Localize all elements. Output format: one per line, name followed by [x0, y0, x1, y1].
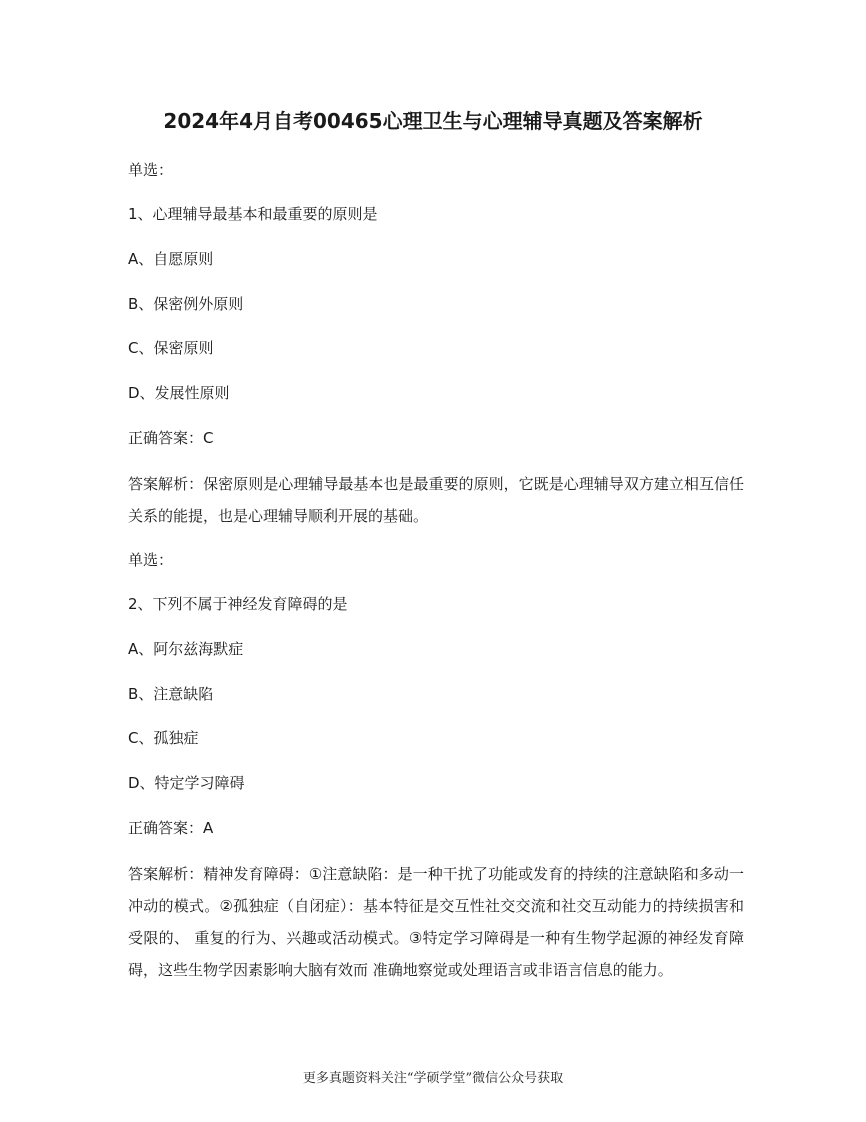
q2-option-c: C、孤独症: [128, 729, 199, 747]
q2-type-label: 单选：: [128, 551, 174, 569]
q2-option-b: B、注意缺陷: [128, 685, 214, 703]
document-title: 2024年4月自考00465心理卫生与心理辅导真题及答案解析: [163, 109, 703, 133]
q2-analysis: 答案解析：精神发育障碍：①注意缺陷：是一种干扰了功能或发育的持续的注意缺陷和多动一冲动的模式。②孤独症（自闭症）：基本特征是交互性社交交流和社交互动能力的持续损害和受限的、 重复的行为、兴趣或活动模式。③特定学习障碍是一种有生物学起源的神经发育障碍，这些生物学因素影响大脑有效而 准确地察觉或处理语言或非语言信息的能力。: [128, 865, 744, 979]
q1-stem: 1、心理辅导最基本和最重要的原则是: [128, 205, 378, 223]
q1-analysis: 答案解析：保密原则是心理辅导最基本也是最重要的原则，它既是心理辅导双方建立相互信任关系的能提，也是心理辅导顺利开展的基础。: [128, 475, 744, 525]
q1-type-label: 单选：: [128, 161, 174, 179]
q2-option-a: A、阿尔兹海默症: [128, 640, 244, 658]
q2-stem: 2、下列不属于神经发育障碍的是: [128, 595, 348, 613]
page-footer: 更多真题资料关注“学硕学堂”微信公众号获取: [302, 1071, 564, 1086]
q2-answer: 正确答案：A: [128, 819, 214, 837]
q1-answer: 正确答案：C: [128, 429, 214, 447]
q2-option-d: D、特定学习障碍: [128, 774, 245, 792]
q1-option-d: D、发展性原则: [128, 384, 230, 402]
q1-option-c: C、保密原则: [128, 339, 214, 357]
q1-option-a: A、自愿原则: [128, 250, 214, 268]
q1-option-b: B、保密例外原则: [128, 295, 244, 313]
